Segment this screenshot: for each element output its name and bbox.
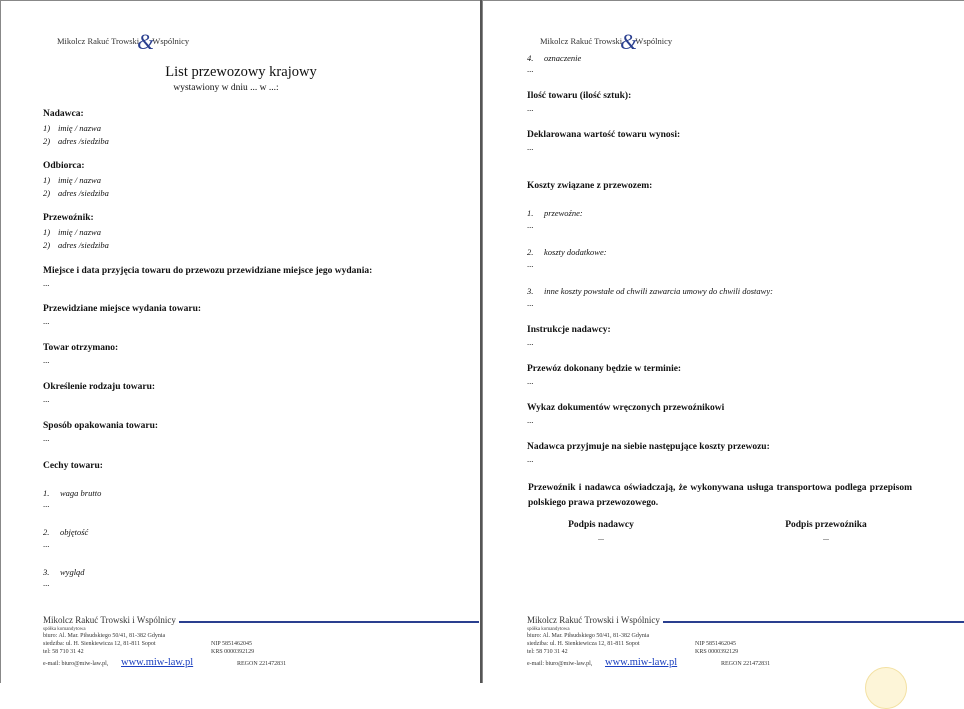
document-title: List przewozowy krajowy [165,64,317,80]
footer-company-name: Mikolcz Rakuć Trowski i Wspólnicy [43,615,176,625]
goods-type-label: Określenie rodzaju towaru: [43,382,156,392]
packaging-label: Sposób opakowania towaru: [43,421,159,431]
deadline-value: ... [527,376,534,386]
sender-signature-label: Podpis nadawcy [568,520,634,530]
sender-signature-line: ... [598,533,604,542]
documents-value: ... [527,415,534,425]
sender-label: Nadawca: [43,109,84,119]
carrier-statement: Przewoźnik i nadawca oświadczają, że wykonywana usługa transportowa podlega przepisom polskiego prawa przewozowego. [528,483,912,508]
recipient-address-field: 2) adres /siedziba [43,188,109,198]
sender-address-field: 2) adres /siedziba [43,136,109,146]
carrier-address-field: 2) adres /siedziba [43,240,109,250]
carrier-name-field: 1) imię / nazwa [43,227,101,237]
footer-email: e-mail: biuro@miw-law.pl, [43,661,109,667]
quantity-value: ... [527,103,534,113]
company-logo: Mikolcz Rakuć Trowski&Wspólnicy [57,29,190,54]
declared-value-label: Deklarowana wartość towaru wynosi: [527,130,681,140]
document-page-1 [0,0,480,683]
floating-circle-icon[interactable] [865,667,907,709]
sender-instructions-label: Instrukcje nadawcy: [527,325,611,335]
footer-divider [663,621,964,623]
footer-regon: REGON 221472831 [721,661,771,667]
sender-name-field: 1) imię / nazwa [43,123,101,133]
pickup-place-date-value: ... [43,278,50,288]
footer-krs: KRS 0000392129 [695,649,739,655]
sender-costs-label: Nadawca przyjmuje na siebie następujące koszty przewozu: [527,442,770,452]
footer-email: e-mail: biuro@miw-law.pl, [527,661,593,667]
recipient-name-field: 1) imię / nazwa [43,175,101,185]
pickup-place-date-label: Miejsce i data przyjęcia towaru do przewozu przewidziane miejsce jego wydania: [43,266,373,276]
footer-company-name: Mikolcz Rakuć Trowski i Wspólnicy [527,615,660,625]
other-cost-field: 3. inne koszty powstałe od chwili zawarcia umowy do chwili dostawy: [527,286,773,296]
gross-weight-field: 1. waga brutto [43,488,102,498]
footer-divider [179,621,479,623]
footer-office-address: biuro: Al. Mar. Piłsudskiego 50/41, 81-382 Gdynia [527,633,650,639]
company-logo: Mikolcz Rakuć Trowski&Wspólnicy [540,29,673,54]
goods-received-value: ... [43,355,50,365]
footer-regon: REGON 221472831 [237,661,287,667]
deadline-label: Przewóz dokonany będzie w terminie: [527,364,682,374]
carrier-signature-label: Podpis przewoźnika [785,520,867,530]
footer-tel: tel: 58 710 31 42 [527,649,568,655]
document-page-2 [482,0,964,683]
footer-company-form: spółka komandytowa [527,627,570,632]
sender-costs-value: ... [527,454,534,464]
freight-cost-field: 1. przewoźne: [527,208,583,218]
goods-type-value: ... [43,394,50,404]
declared-value-value: ... [527,142,534,152]
appearance-field: 3. wygląd [43,567,85,577]
volume-value: ... [43,539,50,549]
marking-value: ... [527,64,534,74]
footer-nip: NIP 5851462045 [211,641,252,647]
footer-nip: NIP 5851462045 [695,641,736,647]
delivery-place-label: Przewidziane miejsce wydania towaru: [43,304,202,314]
recipient-label: Odbiorca: [43,161,85,171]
additional-cost-field: 2. koszty dodatkowe: [527,247,607,257]
other-cost-value: ... [527,298,534,308]
footer-seat-address: siedziba: ul. H. Sienkiewicza 12, 81-811 Sopot [43,641,156,647]
carrier-label: Przewoźnik: [43,213,94,223]
footer-krs: KRS 0000392129 [211,649,255,655]
footer-website-link[interactable]: www.miw-law.pl [605,657,678,668]
footer-seat-address: siedziba: ul. H. Sienkiewicza 12, 81-811 Sopot [527,641,640,647]
document-subtitle: wystawiony w dniu ... w ...: [173,83,279,93]
goods-received-label: Towar otrzymano: [43,343,119,353]
documents-label: Wykaz dokumentów wręczonych przewoźnikowi [527,403,725,413]
appearance-value: ... [43,578,50,588]
quantity-label: Ilość towaru (ilość sztuk): [527,91,632,101]
costs-label: Koszty związane z przewozem: [527,181,653,191]
gross-weight-value: ... [43,499,50,509]
delivery-place-value: ... [43,316,50,326]
goods-features-label: Cechy towaru: [43,461,103,471]
additional-cost-value: ... [527,259,534,269]
sender-instructions-value: ... [527,337,534,347]
packaging-value: ... [43,433,50,443]
freight-cost-value: ... [527,220,534,230]
marking-field: 4. oznaczenie [527,53,582,63]
footer-office-address: biuro: Al. Mar. Piłsudskiego 50/41, 81-382 Gdynia [43,633,166,639]
footer-company-form: spółka komandytowa [43,627,86,632]
footer-website-link[interactable]: www.miw-law.pl [121,657,194,668]
footer-tel: tel: 58 710 31 42 [43,649,84,655]
carrier-signature-line: ... [823,533,829,542]
volume-field: 2. objętość [43,527,89,537]
